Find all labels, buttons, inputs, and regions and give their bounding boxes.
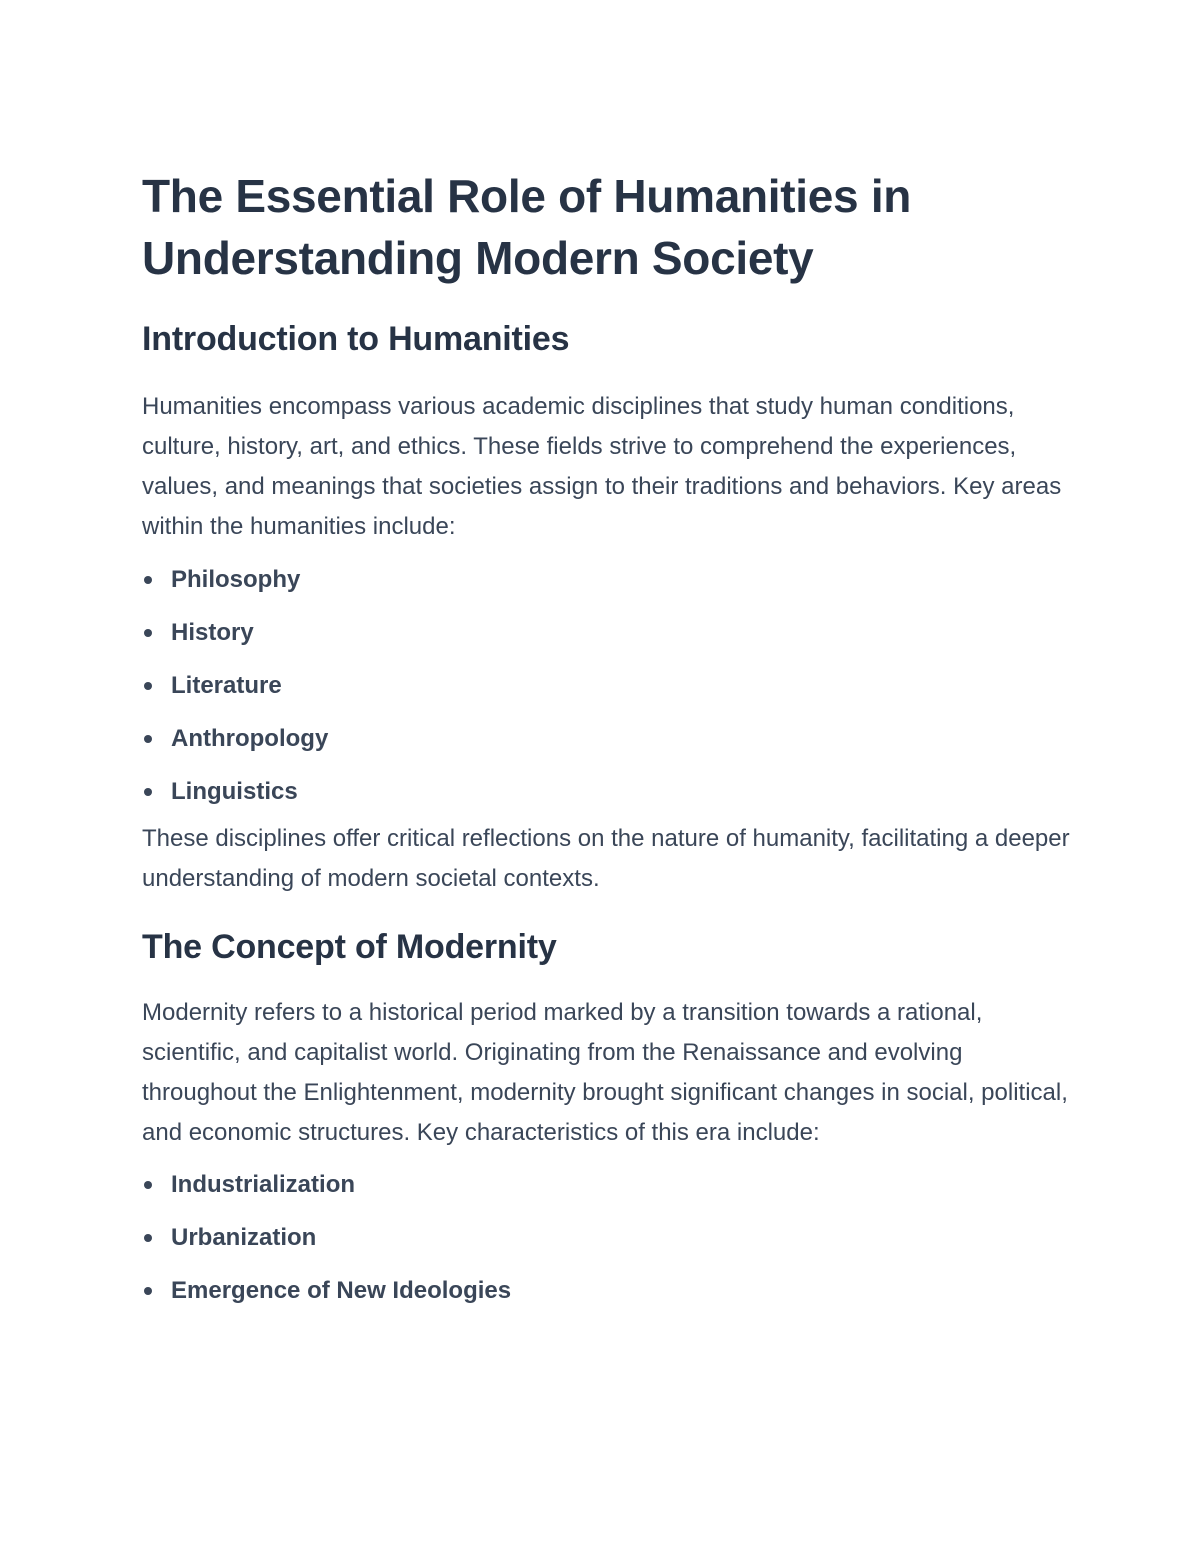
humanities-areas-list [142, 564, 1072, 829]
document-title: The Essential Role of Humanities in Understanding Modern Society [142, 170, 912, 284]
section-paragraph-introduction: Humanities encompass various academic disciplines that study human conditions, culture, history, art, and ethics. These fields strive to comprehend the experiences, values, and meanings that societies assign to their traditions and behaviors. Key areas within the humanities include: [142, 393, 1062, 540]
bullet-icon [144, 788, 152, 796]
bullet-icon [144, 1287, 152, 1295]
list-item-label: History [171, 619, 254, 646]
modernity-characteristics-list [142, 1169, 1072, 1328]
list-item [142, 1275, 1072, 1328]
bullet-icon [144, 1234, 152, 1242]
bullet-icon [144, 1181, 152, 1189]
section-paragraph-modernity: Modernity refers to a historical period marked by a transition towards a rational, scientific, and capitalist world. Originating from the Renaissance and evolving throughout the Enlightenment, modernity brought significant changes in social, political, and economic structures. Key characteristics of this era include: [142, 999, 1068, 1146]
section-heading-introduction: Introduction to Humanities [142, 320, 570, 358]
list-item [142, 670, 1072, 723]
list-item [142, 723, 1072, 776]
list-item [142, 564, 1072, 617]
list-item-label: Literature [171, 672, 282, 699]
bullet-icon [144, 629, 152, 637]
document-page [142, 165, 1072, 1328]
bullet-icon [144, 682, 152, 690]
bullet-icon [144, 735, 152, 743]
list-item [142, 1222, 1072, 1275]
section-closing-paragraph: These disciplines offer critical reflections on the nature of humanity, facilitating a deeper understanding of modern societal contexts. [142, 825, 1070, 892]
list-item-label: Urbanization [171, 1224, 317, 1251]
list-item-label: Anthropology [171, 725, 329, 752]
list-item-label: Industrialization [171, 1171, 356, 1198]
bullet-icon [144, 576, 152, 584]
list-item-label: Linguistics [171, 778, 298, 805]
section-heading-modernity: The Concept of Modernity [142, 928, 557, 966]
list-item-label: Philosophy [171, 566, 301, 593]
list-item [142, 617, 1072, 670]
list-item [142, 1169, 1072, 1222]
list-item [142, 776, 1072, 829]
list-item-label: Emergence of New Ideologies [171, 1277, 512, 1304]
